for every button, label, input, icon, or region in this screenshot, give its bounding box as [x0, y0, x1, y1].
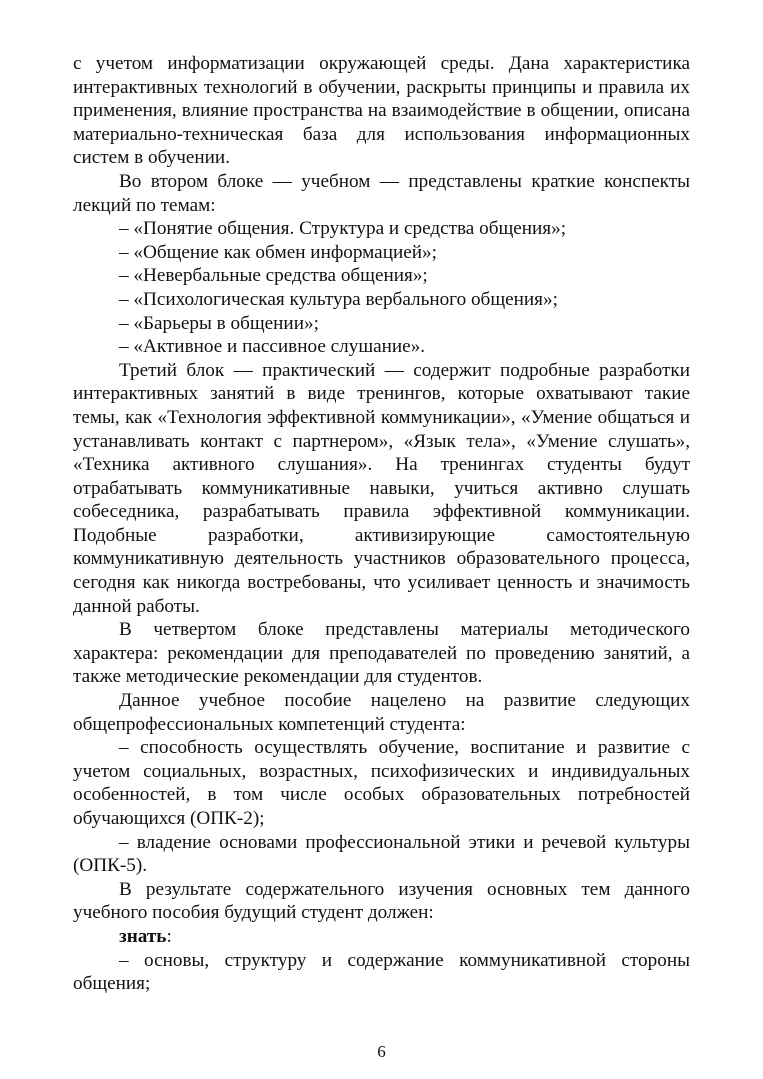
know-colon: : [166, 925, 172, 947]
paragraph-intro-continuation: с учетом информатизации окружающей среды. Дана характеристика интерактивных технологий в обучении, раскрыты принципы и правила их применения, влияние пространства на взаимодействие в общении, описана материально-техническая база для использования информационных систем в обучении. [73, 53, 690, 169]
know-heading [73, 925, 690, 949]
competency-opk-5: – владение основами профессиональной этики и речевой культуры (ОПК-5). [73, 831, 690, 877]
paragraph-learning-outcomes: В результате содержательного изучения основных тем данного учебного пособия будущий студент должен: [73, 878, 690, 924]
paragraph-fourth-block: В четвертом блоке представлены материалы методического характера: рекомендации для преподавателей по проведению занятий, а также методические рекомендации для студентов. [73, 619, 690, 688]
know-item: – основы, структуру и содержание коммуникативной стороны общения; [73, 949, 690, 995]
lecture-topic-item: – «Активное и пассивное слушание». [119, 336, 426, 358]
lecture-topic-item: – «Психологическая культура вербального общения»; [119, 288, 558, 310]
lecture-topic-item: – «Невербальные средства общения»; [119, 265, 428, 287]
page-body [73, 52, 690, 996]
lecture-topics-list [73, 217, 690, 359]
paragraph-third-block: Третий блок — практический — содержит подробные разработки интерактивных занятий в виде тренингов, которые охватывают такие темы, как «Технология эффективной коммуникации», «Умение общаться и устанавливать контакт с партнером», «Язык тела», «Умение слушать», «Техника активного слушания». На тренингах студенты будут отрабатывать коммуникативные навыки, учиться активно слушать собеседника, разрабатывать правила эффективной коммуникации. Подобные разработки, активизирующие самостоятельную коммуникативную деятельность участников образовательного процесса, сегодня как никогда востребованы, что усиливает ценность и значимость данной работы. [73, 359, 690, 617]
paragraph-competencies-intro: Данное учебное пособие нацелено на развитие следующих общепрофессиональных компетенций студента: [73, 690, 690, 735]
paragraph-second-block: Во втором блоке — учебном — представлены краткие конспекты лекций по темам: [73, 170, 690, 216]
lecture-topic-item: – «Общение как обмен информацией»; [119, 241, 437, 263]
lecture-topic-item: – «Понятие общения. Структура и средства общения»; [119, 218, 567, 240]
lecture-topic-item: – «Барьеры в общении»; [119, 312, 319, 334]
know-label: знать [119, 925, 167, 947]
competency-opk-2: – способность осуществлять обучение, воспитание и развитие с учетом социальных, возрастных, психофизических и индивидуальных особенностей, в том числе особых образовательных потребностей обучающихся (ОПК-2); [73, 737, 690, 829]
page-number: 6 [377, 1042, 386, 1061]
